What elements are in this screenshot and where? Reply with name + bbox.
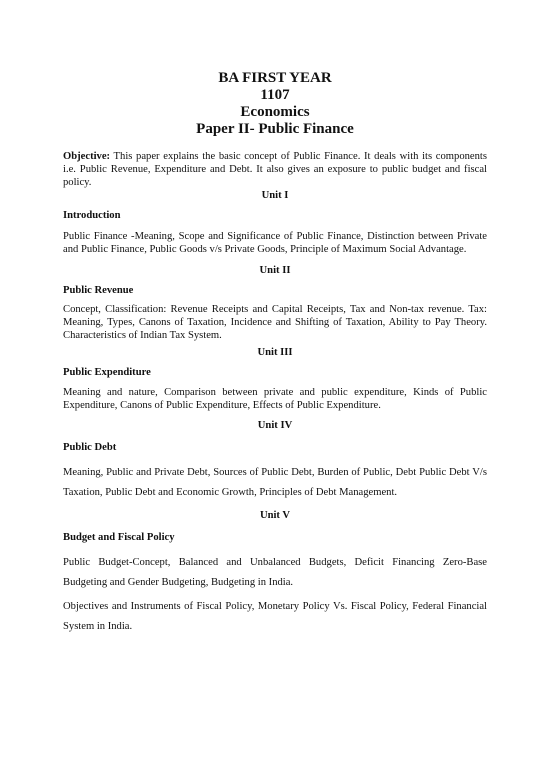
course-year-title: BA FIRST YEAR [218, 70, 332, 86]
unit-2-paragraph: Concept, Classification: Revenue Receipts and Capital Receipts, Tax and Non-tax revenue. Tax: Meaning, Types, Canons of Taxation, Incidence and Shifting of Taxation, Ability to Pay Theory. Characteristics of Indian Tax System. [63, 304, 487, 342]
course-code: 1107 [260, 87, 290, 103]
unit-1-label: Unit I [261, 190, 289, 201]
objective-label: Objective: [63, 151, 111, 162]
unit-1-paragraph: Public Finance -Meaning, Scope and Significance of Public Finance, Distinction between Private and Public Finance, Public Goods v/s Private Goods, Principle of Maximum Social Advantage. [63, 231, 487, 256]
unit-3-label: Unit III [257, 347, 293, 358]
unit-3-heading: Public Expenditure [63, 367, 151, 378]
unit-4-label: Unit IV [257, 420, 293, 431]
unit-5-paragraph-2: Objectives and Instruments of Fiscal Policy, Monetary Policy Vs. Fiscal Policy, Federal Financial System in India. [63, 601, 487, 632]
unit-2-label: Unit II [259, 265, 291, 276]
unit-4-paragraph: Meaning, Public and Private Debt, Sources of Public Debt, Burden of Public, Debt Public Debt V/s Taxation, Public Debt and Economic Growth, Principles of Debt Management. [63, 467, 487, 498]
objective-paragraph [63, 150, 487, 190]
subject-title: Economics [240, 104, 310, 120]
unit-3-paragraph: Meaning and nature, Comparison between private and public expenditure, Kinds of Public Expenditure, Canons of Public Expenditure, Effects of Public Expenditure. [63, 387, 487, 412]
unit-5-heading: Budget and Fiscal Policy [63, 532, 175, 543]
unit-5-label: Unit V [259, 510, 291, 521]
unit-5-paragraph-1: Public Budget-Concept, Balanced and Unbalanced Budgets, Deficit Financing Zero-Base Budgeting and Gender Budgeting, Budgeting in India. [63, 557, 487, 588]
paper-title: Paper II- Public Finance [196, 121, 354, 137]
objective-text: This paper explains the basic concept of Public Finance. It deals with its components i.e. Public Revenue, Expenditure and Debt. It also gives an exposure to public budget and fiscal policy. [63, 151, 487, 189]
unit-1-heading: Introduction [63, 210, 121, 221]
unit-2-heading: Public Revenue [63, 285, 134, 296]
unit-4-heading: Public Debt [63, 442, 117, 453]
